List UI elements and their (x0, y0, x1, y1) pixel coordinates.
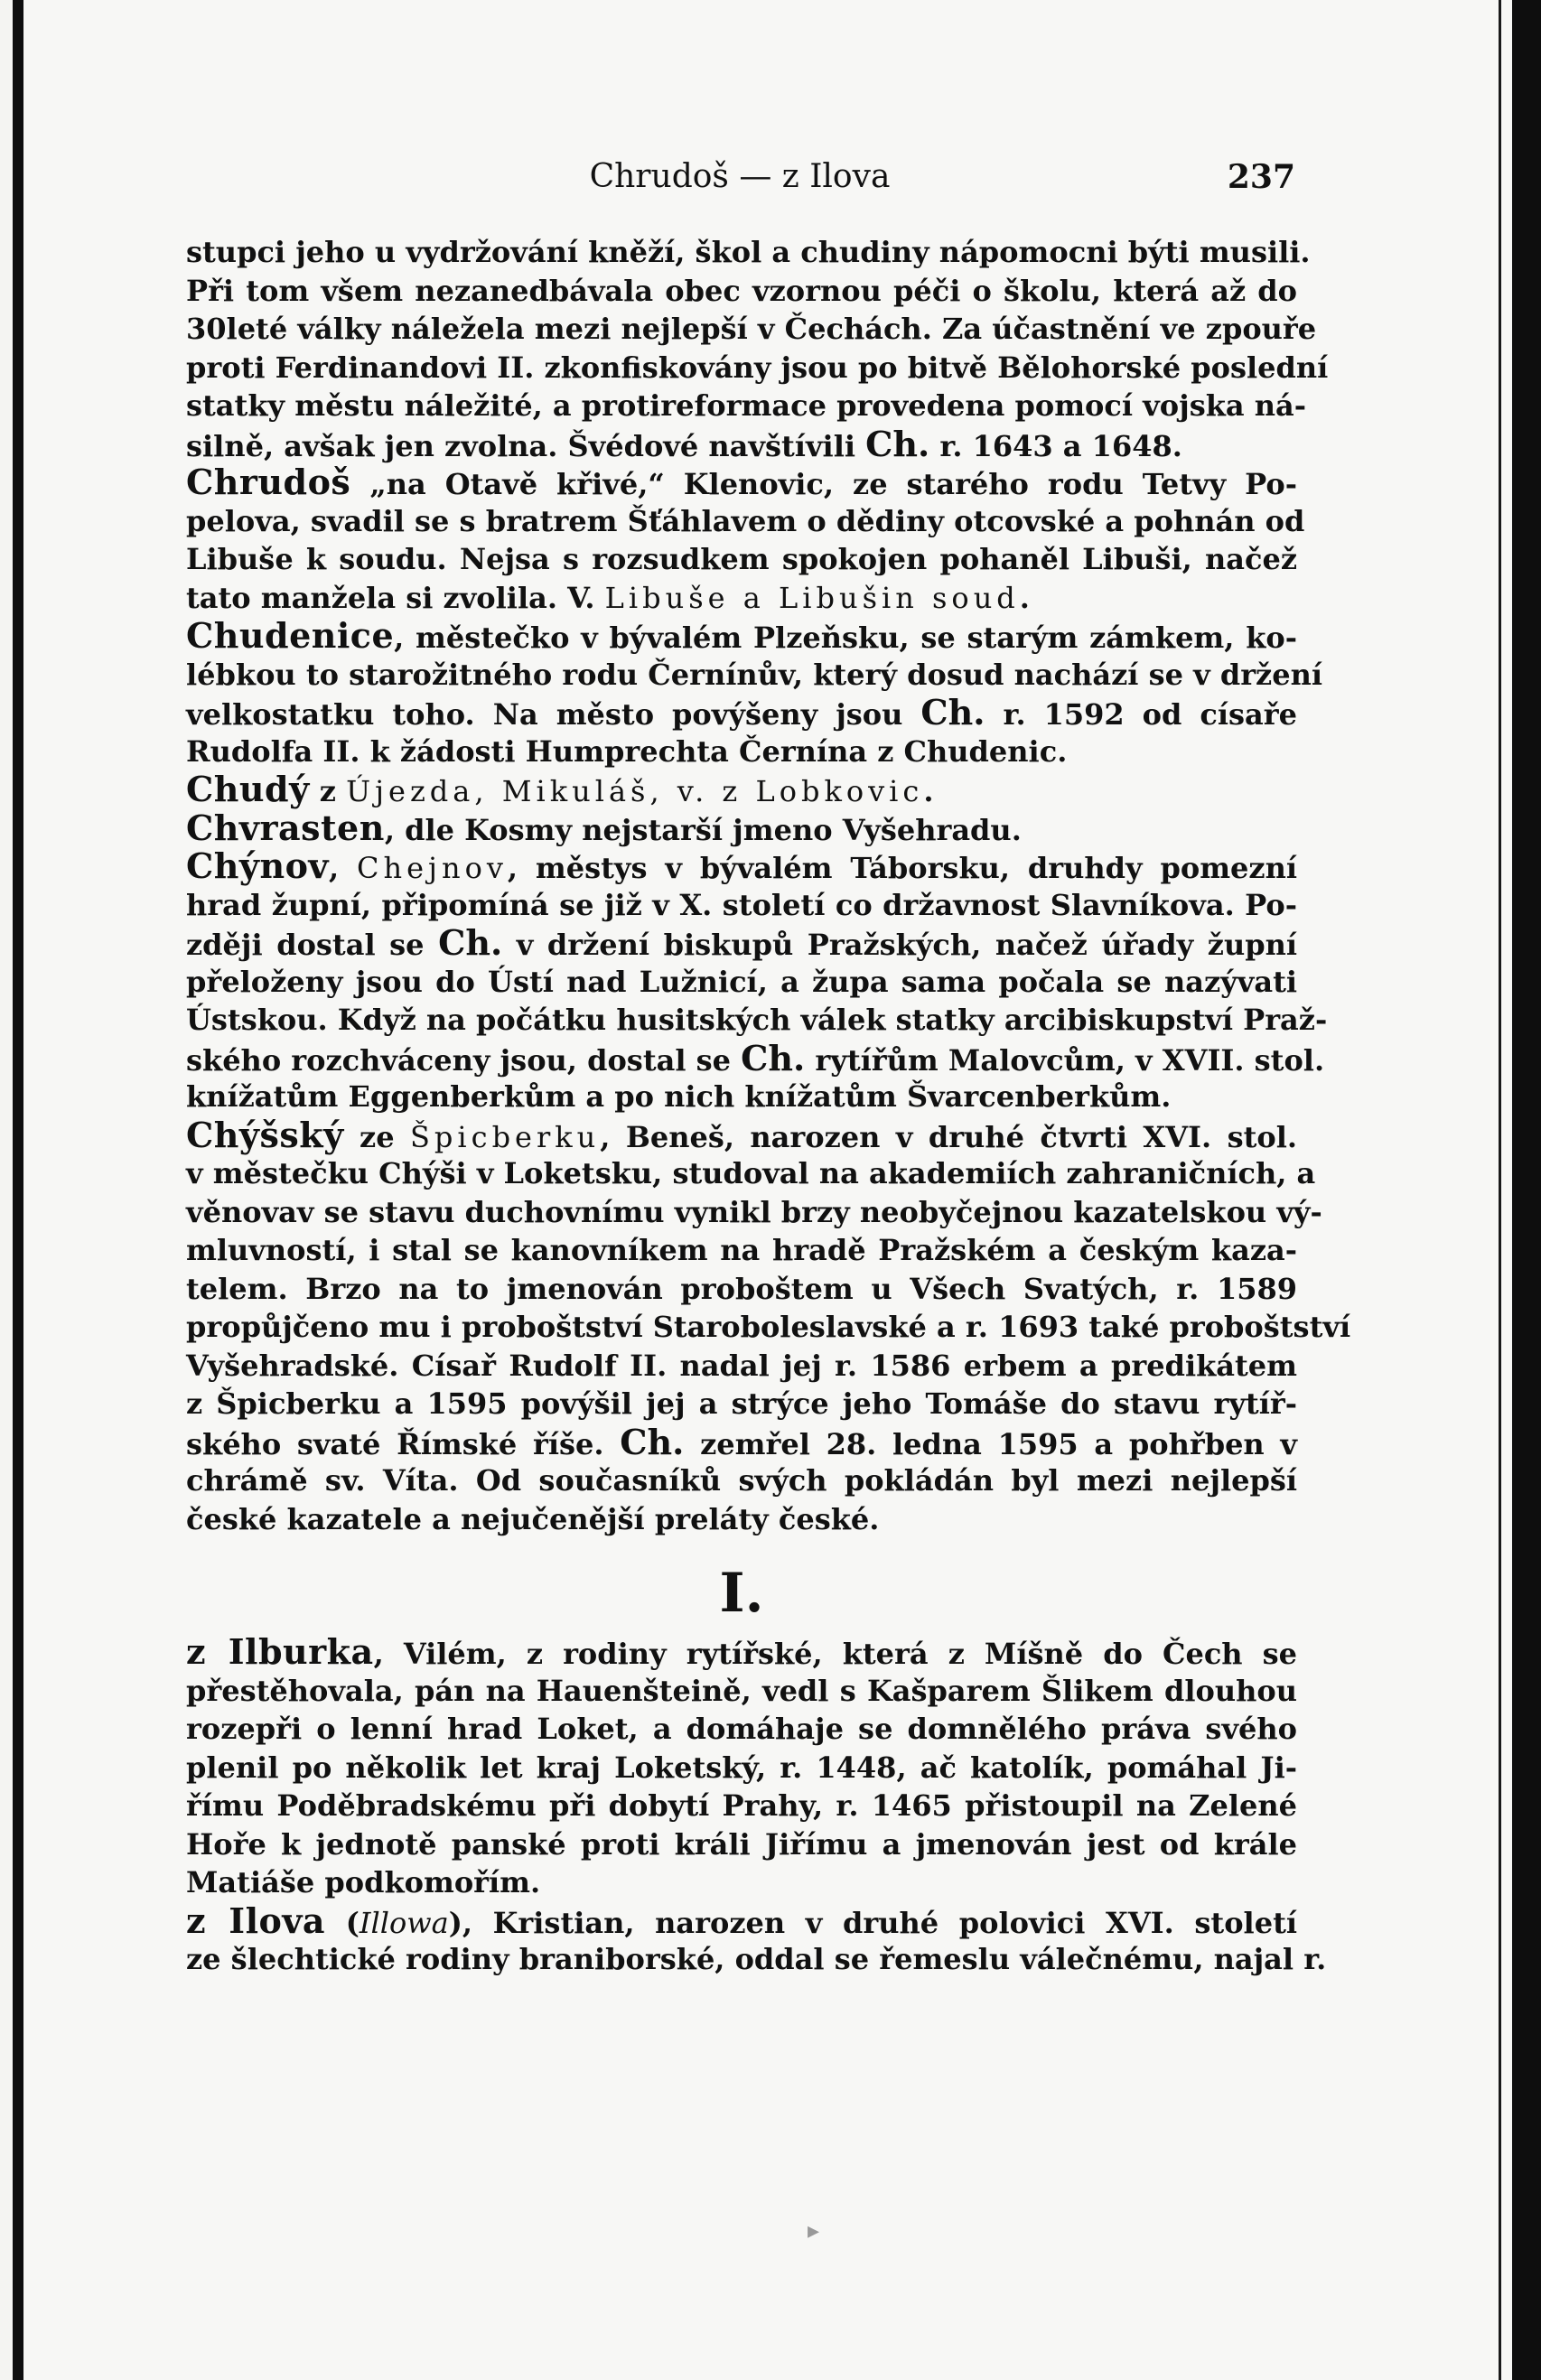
text-line: proti Ferdinandovi II. zkonfiskovány jsou po bitvě Bělohorské poslední (186, 350, 1329, 385)
page-fold-line (1499, 0, 1501, 2380)
running-head (184, 154, 1295, 201)
entry-z-ilova: z Ilova (Illowa), Kristian, narozen v druhé polovici XVI. století (186, 1899, 1298, 1941)
entry-chvrasten: Chvrasten, dle Kosmy nejstarší jmeno Vyšehradu. (186, 807, 1022, 848)
running-head-title: Chrudoš — z Ilova (589, 158, 891, 195)
headword: Chrudoš (186, 462, 351, 502)
headword: Chýšský (186, 1114, 344, 1155)
text-line: 30leté války náležela mezi nejlepší v Čechách. Za účastnění ve zpouře (186, 312, 1317, 346)
headword: z Ilburka (186, 1631, 374, 1672)
text-line: mluvností, i stal se kanovníkem na hradě Pražském a českým kaza- (186, 1233, 1297, 1267)
headword: Chvrasten (186, 807, 385, 848)
body-text (186, 233, 1351, 1979)
text-line: lébkou to starožitného rodu Černínův, který dosud nachází se v držení (186, 657, 1322, 692)
headword: z Ilova (186, 1899, 326, 1941)
text-line: knížatům Eggenberkům a po nich knížatům Švarcenberkům. (186, 1079, 1172, 1114)
text-line: z Špicberku a 1595 povýšil jej a strýce jeho Tomáše do stavu rytíř- (186, 1386, 1297, 1421)
text-line: rozepři o lenní hrad Loket, a domáhaje se domnělého práva svého (186, 1712, 1297, 1746)
text-line: přestěhovala, pán na Hauenšteině, vedl s Kašparem Šlikem dlouhou (186, 1673, 1297, 1708)
text-line: telem. Brzo na to jmenován proboštem u Všech Svatých, r. 1589 (186, 1271, 1297, 1306)
text-line: Při tom všem nezanedbávala obec vzornou péči o školu, která až do (186, 273, 1297, 308)
headword: Chudenice (186, 615, 395, 656)
text-line: zději dostal se Ch. v držení biskupů Pražských, načež úřady župní (186, 922, 1298, 963)
text-line: v městečku Chýši v Loketsku, studoval na akademiích zahraničních, a (186, 1156, 1316, 1190)
text-line: Rudolfa II. k žádosti Humprechta Černína z Chudenic. (186, 733, 1068, 769)
text-line: ského svaté Římské říše. Ch. zemřel 28. ledna 1595 a pohřben v (186, 1421, 1298, 1462)
text-line: české kazatele a nejučenější preláty české. (186, 1501, 880, 1536)
text-line: stupci jeho u vydržování kněží, škol a chudiny nápomocni býti musili. (186, 235, 1311, 269)
entry-chrudos: Chrudoš „na Otavě křivé,“ Klenovic, ze starého rodu Tetvy Po- (186, 462, 1297, 502)
text-line: plenil po několik let kraj Loketský, r. 1448, ač katolík, pomáhal Ji- (186, 1750, 1297, 1785)
section-letter: I. (719, 1562, 764, 1625)
headword: Chýnov (186, 845, 330, 886)
text-line: tato manžela si zvolila. V. Libuše a Libušin soud. (186, 580, 1030, 615)
text-line: ského rozchváceny jsou, dostal se Ch. rytířům Malovcům, v XVII. stol. (186, 1037, 1325, 1078)
page-number: 237 (1227, 158, 1295, 196)
text-line: silně, avšak jen zvolna. Švédové navštívili Ch. r. 1643 a 1648. (186, 423, 1182, 464)
text-line: ze šlechtické rodiny braniborské, oddal se řemeslu válečnému, najal r. (186, 1942, 1327, 1976)
text-line: hrad župní, připomíná se již v X. století co državnost Slavníkova. Po- (186, 887, 1297, 922)
entry-chynov: Chýnov, Chejnov, městys v bývalém Táborsku, druhdy pomezní (186, 845, 1298, 886)
headword: Chudý (186, 769, 310, 809)
entry-chudenice: Chudenice, městečko v bývalém Plzeňsku, se starým zámkem, ko- (186, 615, 1297, 656)
text-line: římu Poděbradskému při dobytí Prahy, r. 1465 přistoupil na Zelené (186, 1788, 1297, 1823)
text-line: velkostatku toho. Na město povýšeny jsou Ch. r. 1592 od císaře (186, 692, 1298, 733)
paper-speck: ▸ (808, 2217, 820, 2245)
entry-chudy: Chudý z Újezda, Mikuláš, v. z Lobkovic. (186, 769, 934, 809)
text-line: propůjčeno mu i proboštství Staroboleslavské a r. 1693 také proboštství (186, 1310, 1351, 1344)
text-line: chrámě sv. Víta. Od současníků svých pokládán byl mezi nejlepší (186, 1463, 1297, 1498)
text-line: statky městu náležité, a protireformace provedena pomocí vojska ná- (186, 388, 1307, 423)
text-line: Vyšehradské. Císař Rudolf II. nadal jej r. 1586 erbem a predikátem (186, 1348, 1297, 1383)
book-page (23, 0, 1512, 2380)
entry-z-ilburka: z Ilburka, Vilém, z rodiny rytířské, která z Míšně do Čech se (186, 1631, 1297, 1672)
text-line: Libuše k soudu. Nejsa s rozsudkem spokojen pohaněl Libuši, načež (186, 542, 1297, 576)
text-line: přeloženy jsou do Ústí nad Lužnicí, a župa sama počala se nazývati (186, 964, 1297, 999)
page-edge-left (0, 0, 13, 2380)
text-line: věnovav se stavu duchovnímu vynikl brzy neobyčejnou kazatelskou vý- (186, 1194, 1322, 1229)
text-line: Matiáše podkomořím. (186, 1865, 541, 1899)
entry-chyssky: Chýšský ze Špicberku, Beneš, narozen v druhé čtvrti XVI. stol. (186, 1114, 1298, 1155)
text-line: Ústskou. Když na počátku husitských válek statky arcibiskupství Praž- (186, 1003, 1328, 1037)
text-line: pelova, svadil se s bratrem Šťáhlavem o dědiny otcovské a pohnán od (186, 503, 1305, 538)
text-line: Hoře k jednotě panské proti králi Jiřímu a jmenován jest od krále (186, 1826, 1297, 1862)
